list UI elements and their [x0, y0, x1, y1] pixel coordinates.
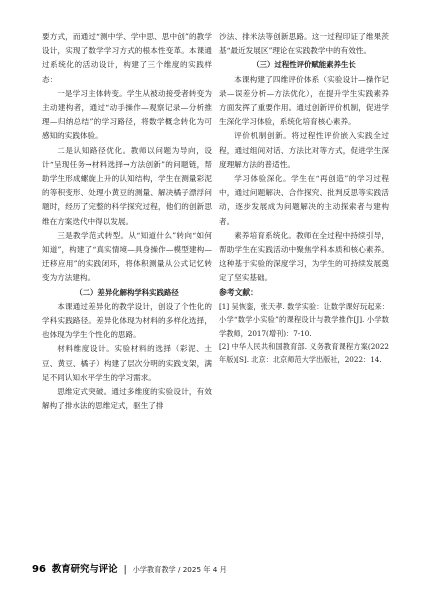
body-paragraph: 本课通过差异化的教学设计，创设了个性化的学科实践路径。差异化体现为材料的多样化选择，也体现为学生个性化的思路。 — [42, 301, 212, 340]
body-paragraph: 思维定式突破。通过多维度的实验设计，有效解构了排水法的思维定式，驱生了排 — [42, 387, 212, 411]
page-footer — [32, 561, 227, 575]
body-paragraph: 三是教学范式转型。从“知道什么”转向“如何知道”，构建了“真实情境—具身操作—模型建构—迁移应用”的实践闭环，将体积测量从公式记忆转变为方法建构。 — [42, 230, 212, 283]
body-paragraph: 一是学习主体转变。学生从被动接受者转变为主动建构者，通过“动手操作—观察记录—分析推理—归纳总结”的学习路径，将数学概念转化为可感知的实践体验。 — [42, 88, 212, 141]
reference-item: [2] 中华人民共和国教育部. 义务教育课程方案(2022年版)[S]. 北京：北京师范大学出版社，2022：14. — [219, 342, 389, 365]
body-paragraph: 沙法、排米法等创新思路。这一过程印证了维果茨基“最近发展区”理论在实践教学中的有效性。 — [219, 32, 389, 56]
body-paragraph: 素养培育系统化。教师在全过程中持续引导，帮助学生在实践活动中聚焦学科本质和核心素养。这种基于实验的深度学习，为学生的可持续发展奠定了坚实基础。 — [219, 230, 389, 283]
body-paragraph: 学习体验深化。学生在“再创造”的学习过程中，通过问题解决、合作探究、批判反思等实践活动，逐步发展成为问题解决的主动探索者与建构者。 — [219, 174, 389, 226]
body-paragraph: 二是认知路径优化。教师以问题为导向，设计“呈现任务→材料选择→方法创新”的问题链，帮助学生形成螺旋上升的认知结构，学生在测量彩泥的等积变形、处理小黄豆的测量、解决橘子漂浮问题时，经历了完整的科学探究过程，他们的创新思维在方案迭代中得以发展。 — [42, 145, 212, 226]
journal-name: 教育研究与评论 — [51, 564, 118, 575]
left-column — [42, 30, 212, 413]
section-heading: （二）差异化解构学科实践路径 — [75, 287, 179, 297]
footer-separator: | — [123, 565, 127, 575]
body-paragraph: 材料维度设计。实验材料的选择（彩泥、土豆、黄豆、橘子）构建了层次分明的实践支架，满足不同认知水平学生的学习需求。 — [42, 344, 212, 382]
issue-info: 小学教育教学 / 2025 年 4 月 — [132, 565, 227, 574]
body-paragraph: 要方式，而通过“测中学、学中思、思中创”的教学设计，实现了数学学习方式的根本性变革。本课通过系统化的活动设计，构建了三个维度的实践样态： — [42, 32, 212, 84]
body-paragraph: 评价机制创新。将过程性评价嵌入实践全过程，通过组间对话、方法比对等方式，促进学生深度理解方法的普适性。 — [219, 131, 389, 169]
right-column — [219, 30, 389, 367]
reference-item: [1] 吴恢銮，张天孝. 数学实验：让数学课好玩起来：小学“数学小实验”的课程设计与教学推作[J]. 小学数学教师，2017(增刊)：7-10. — [219, 301, 389, 338]
references-title: 参考文献： — [219, 287, 258, 297]
section-heading: （三）过程性评价赋能素养生长 — [252, 60, 356, 70]
page-number: 96 — [32, 564, 46, 575]
body-paragraph: 本课构建了四维评价体系（实验设计—操作记录—误差分析—方法优化），在提升学生实践素养方面发挥了重要作用。通过创新评价机制，促进学生深化学习体验，系统化培育核心素养。 — [219, 74, 389, 127]
